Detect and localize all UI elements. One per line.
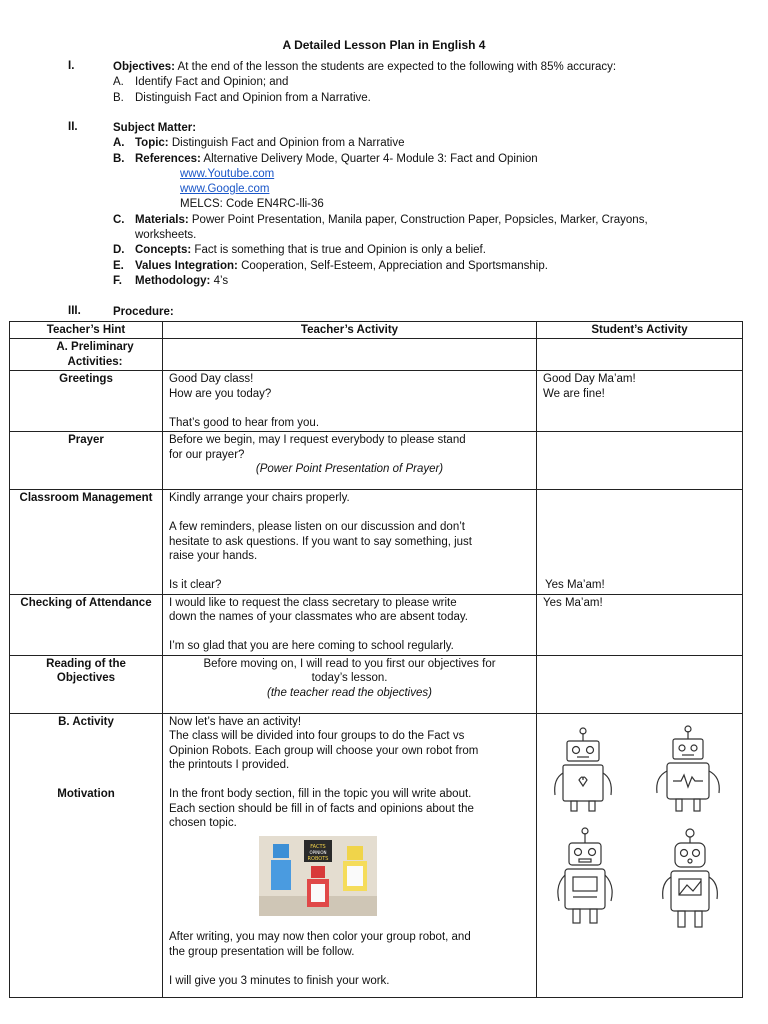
google-link[interactable]: www.Google.com [180,183,270,196]
robots-photo [259,836,377,916]
concepts-item: D. Concepts: Fact is something that is true and Opinion is only a belief. [113,244,486,257]
table-row [10,432,743,490]
column-header: Teacher’s Hint [10,322,163,339]
robot-printouts [543,715,736,975]
objective-item: B. Distinguish Fact and Opinion from a Narrative. [113,91,371,104]
greetings-hint: Greetings [10,371,163,432]
classroom-management-hint: Classroom Management [10,490,163,595]
svg-text:ROBOTS: ROBOTS [307,855,329,862]
topic-item: A. Topic: Distinguish Fact and Opinion from a Narrative [113,137,405,150]
references-item: B. References: Alternative Delivery Mode, Quarter 4- Module 3: Fact and Opinion [113,152,538,165]
methodology-item: F. Methodology: 4’s [113,274,229,287]
subject-matter-label: Subject Matter: [113,122,197,134]
greetings-student: Good Day Ma’am! We are fine! [537,371,743,432]
svg-text:FACTS: FACTS [310,843,326,850]
svg-text:OPINION: OPINION [309,849,327,855]
activity-hint: B. Activity Motivation [10,713,163,997]
reading-objectives-hint: Reading of the Objectives [10,655,163,713]
table-row [10,594,743,655]
section-number: III. [68,305,81,317]
activity-student [537,713,743,997]
activity-teacher: Now let’s have an activity! The class will be divided into four groups to do the Fact vs Opinion Robots. Each group will choose your own robot from the printouts I provided. In the front body section, fill in the topic you will write about. Each section should be fill in of facts and opinions about the chosen topic. FACTS OPINION ROBOTS After writing, you may now then color your group robot, and the group presentation will be follow. I will give you 3 minutes to finish your work. [163,713,537,997]
table-row [10,490,743,595]
attendance-student: Yes Ma’am! [537,594,743,655]
table-row [10,713,743,997]
objective-item: A. Identify Fact and Opinion; and [113,76,289,89]
classroom-student: Yes Ma’am! [537,490,743,595]
greetings-teacher: Good Day class! How are you today? That’s good to hear from you. [163,371,537,432]
section-number: I. [68,60,75,72]
table-row [10,371,743,432]
column-header: Student’s Activity [537,322,743,339]
procedure-table [9,321,743,998]
reading-teacher: Before moving on, I will read to you first our objectives for today’s lesson. (the teacher read the objectives) [163,655,537,713]
column-header: Teacher’s Activity [163,322,537,339]
preliminary-activities-hint: A. Preliminary Activities: [10,339,163,371]
objectives-label: Objectives: [113,61,175,73]
motivation-hint: Motivation [57,788,115,800]
document-title: A Detailed Lesson Plan in English 4 [282,38,486,52]
classroom-teacher: Kindly arrange your chairs properly. A few reminders, please listen on our discussion and don’t hesitate to ask questions. If you want to say something, just raise your hands. Is it clear? [163,490,537,595]
procedure-label: Procedure: [113,306,174,318]
prayer-hint: Prayer [10,432,163,490]
attendance-teacher: I would like to request the class secretary to please write down the names of your classmates who are absent today. I’m so glad that you are here coming to school regularly. [163,594,537,655]
prayer-teacher: Before we begin, may I request everybody to please stand for our prayer? (Power Point Presentation of Prayer) [163,432,537,490]
melcs-code: MELCS: Code EN4RC-lli-36 [180,198,324,211]
youtube-link[interactable]: www.Youtube.com [180,167,275,180]
section-number: II. [68,121,78,133]
table-header-row [10,322,743,339]
materials-item: C. Materials: Power Point Presentation, Manila paper, Construction Paper, Popsicles, Marker, Crayons, worksheets. [113,213,648,242]
table-row [10,339,743,371]
values-item: E. Values Integration: Cooperation, Self-Esteem, Appreciation and Sportsmanship. [113,259,548,272]
table-row [10,655,743,713]
attendance-hint: Checking of Attendance [10,594,163,655]
objectives-text: At the end of the lesson the students are expected to the following with 85% accuracy: [175,61,617,73]
